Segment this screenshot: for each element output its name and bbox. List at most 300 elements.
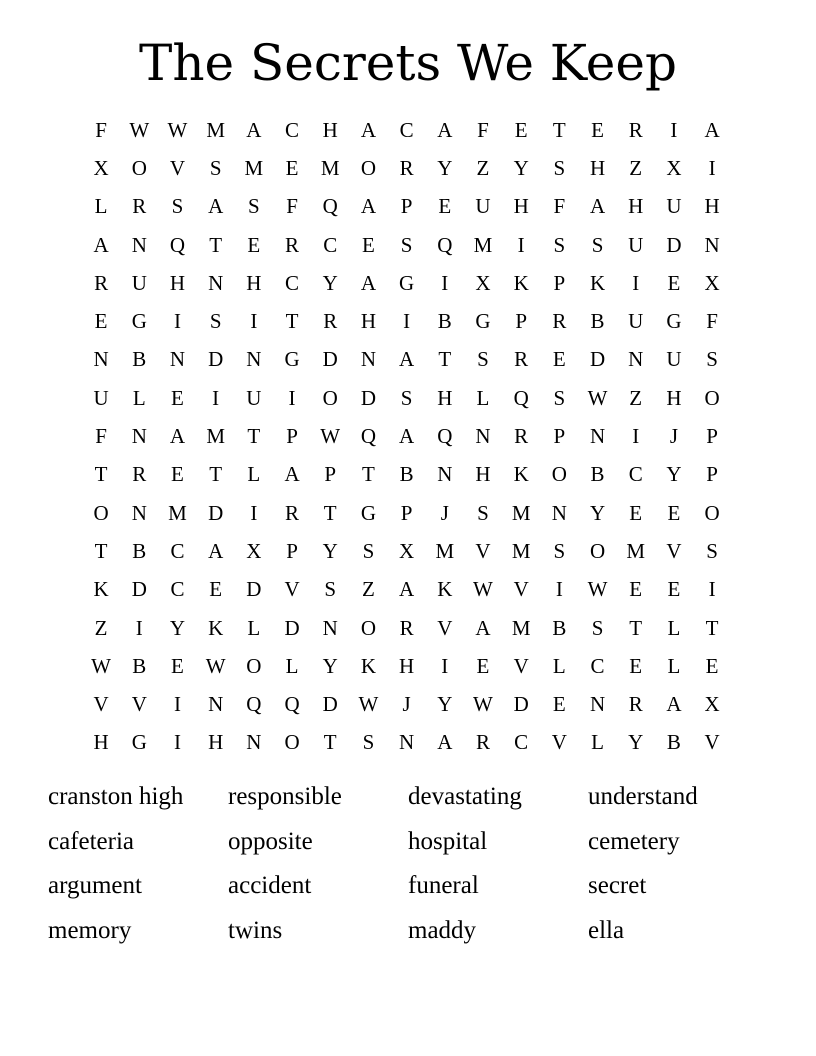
grid-letter: R [552,309,567,334]
grid-letter: G [399,270,415,295]
grid-letter: O [589,538,606,563]
grid-letter: E [171,462,184,487]
grid-letter: N [475,424,491,449]
grid-letter: Z [476,155,490,180]
grid-letter: Y [169,615,186,640]
grid-letter: V [513,577,529,602]
grid-letter: E [171,385,184,410]
grid-letter: I [135,615,143,640]
grid-letter: Q [246,692,262,717]
grid-letter: Y [322,653,338,678]
grid-letter: A [589,194,606,219]
grid-letter: A [704,117,720,142]
grid-letter: E [705,653,719,678]
grid-letter: T [247,424,261,449]
grid-letter: R [475,730,490,755]
grid-letter: Y [666,462,682,487]
letter-grid [82,111,734,762]
grid-letter: H [93,730,109,755]
grid-letter: K [93,577,109,602]
grid-letter: N [131,500,147,525]
word-list-item: cafeteria [48,827,135,855]
grid-letter: A [437,117,453,142]
grid-letter: X [704,692,720,717]
grid-letter: I [517,232,525,257]
grid-letter: X [475,270,491,295]
word-list-item: cranston high [48,783,184,810]
grid-letter: W [587,577,608,602]
grid-letter: Q [169,232,186,257]
grid-letter: Q [513,385,529,410]
grid-letter: R [514,424,529,449]
grid-letter: H [399,653,415,678]
word-list-item: maddy [408,916,477,944]
grid-letter: Y [628,730,644,755]
grid-letter: H [360,309,376,334]
grid-letter: C [170,577,185,602]
grid-letter: T [94,538,108,563]
grid-letter: Y [437,692,453,717]
grid-letter: X [704,270,720,295]
word-list-item: hospital [408,827,488,855]
grid-letter: I [441,653,449,678]
grid-letter: S [362,730,375,755]
grid-letter: O [246,653,262,678]
grid-letter: E [591,117,604,142]
grid-letter: R [399,155,414,180]
grid-letter: P [706,462,718,487]
grid-letter: F [286,194,298,219]
grid-letter: N [208,692,224,717]
grid-letter: L [552,653,566,678]
grid-letter: Y [322,270,338,295]
grid-letter: S [477,500,489,525]
grid-letter: S [553,385,566,410]
grid-letter: E [94,309,108,334]
grid-letter: B [590,309,605,334]
grid-letter: B [666,730,681,755]
grid-letter: U [93,385,109,410]
grid-letter: R [323,309,338,334]
grid-letter: O [360,155,376,180]
grid-letter: H [589,155,606,180]
grid-letter: R [285,232,300,257]
grid-letter: B [437,309,452,334]
grid-letter: I [632,270,640,295]
grid-letter: V [437,615,453,640]
grid-letter: N [399,730,415,755]
grid-letter: A [475,615,491,640]
grid-letter: Q [437,424,453,449]
grid-letter: P [286,424,298,449]
grid-letter: R [132,194,147,219]
grid-letter: E [514,117,528,142]
grid-letter: N [246,730,262,755]
grid-letter: M [473,232,493,257]
grid-letter: I [173,730,181,755]
grid-letter: A [399,347,415,372]
grid-letter: E [667,500,681,525]
grid-letter: M [320,155,340,180]
grid-letter: O [93,500,109,525]
grid-letter: F [706,309,718,334]
grid-letter: H [246,270,262,295]
grid-letter: L [476,385,490,410]
grid-letter: C [399,117,414,142]
grid-letter: W [473,692,493,717]
grid-letter: W [129,117,150,142]
grid-letter: D [131,577,147,602]
word-list-item: devastating [408,783,522,810]
grid-letter: S [706,538,718,563]
grid-letter: D [513,692,529,717]
grid-letter: C [170,538,185,563]
word-list-item: understand [588,783,698,810]
grid-letter: U [628,232,644,257]
grid-letter: Z [629,155,643,180]
grid-letter: T [552,117,566,142]
grid-letter: Q [360,424,376,449]
grid-letter: R [94,270,109,295]
grid-letter: I [212,385,220,410]
grid-letter: E [247,232,261,257]
page-title: The Secrets We Keep [138,34,677,92]
grid-letter: P [553,270,566,295]
grid-letter: M [511,500,531,525]
grid-letter: Y [589,500,606,525]
grid-letter: P [286,538,298,563]
grid-letter: A [399,577,415,602]
grid-letter: N [93,347,109,372]
grid-letter: G [131,730,147,755]
grid-letter: I [250,309,258,334]
grid-letter: S [553,232,566,257]
grid-letter: N [360,347,376,372]
grid-letter: G [666,309,682,334]
grid-letter: T [361,462,375,487]
grid-letter: I [708,155,716,180]
grid-letter: E [438,194,452,219]
grid-letter: X [399,538,415,563]
grid-letter: O [704,385,720,410]
grid-letter: I [288,385,296,410]
grid-letter: V [513,653,529,678]
grid-letter: B [552,615,567,640]
grid-letter: A [246,117,262,142]
grid-letter: D [360,385,376,410]
grid-letter: E [476,653,490,678]
grid-letter: N [589,692,606,717]
grid-letter: L [94,194,108,219]
grid-letter: M [511,538,531,563]
grid-letter: N [208,270,224,295]
grid-letter: S [553,155,566,180]
grid-letter: L [132,385,146,410]
grid-letter: F [95,117,107,142]
grid-letter: D [246,577,262,602]
grid-letter: A [666,692,682,717]
grid-letter: B [132,538,147,563]
grid-letter: U [131,270,147,295]
grid-letter: V [131,692,147,717]
grid-letter: E [629,577,643,602]
grid-letter: Y [513,155,529,180]
grid-letter: B [132,347,147,372]
grid-letter: T [209,232,223,257]
grid-letter: R [399,615,414,640]
grid-letter: S [591,232,604,257]
word-list-item: funeral [408,872,479,899]
grid-letter: P [400,500,413,525]
grid-letter: X [246,538,262,563]
grid-letter: F [553,194,566,219]
grid-letter: D [666,232,682,257]
grid-letter: S [706,347,718,372]
grid-letter: E [285,155,299,180]
grid-letter: H [666,385,682,410]
grid-letter: N [246,347,262,372]
grid-letter: D [208,347,224,372]
grid-letter: E [209,577,223,602]
grid-letter: N [551,500,567,525]
grid-letter: H [437,385,453,410]
grid-letter: T [285,309,299,334]
grid-letter: L [285,653,299,678]
grid-letter: D [322,692,338,717]
grid-letter: W [91,653,111,678]
grid-letter: S [400,385,413,410]
word-list-item: twins [228,916,283,944]
word-list-item: ella [588,916,625,944]
grid-letter: I [173,309,181,334]
grid-letter: K [513,270,529,295]
grid-letter: M [244,155,264,180]
grid-letter: J [402,692,411,717]
grid-letter: H [628,194,644,219]
grid-letter: I [441,270,449,295]
grid-letter: T [705,615,719,640]
grid-letter: O [360,615,376,640]
grid-letter: J [669,424,678,449]
grid-letter: D [322,347,338,372]
grid-letter: M [206,117,225,142]
grid-letter: W [320,424,341,449]
grid-letter: C [590,653,605,678]
grid-letter: F [95,424,107,449]
word-list-item: responsible [228,783,342,810]
grid-letter: I [250,500,258,525]
grid-letter: O [704,500,720,525]
grid-letter: Z [94,615,108,640]
grid-letter: E [552,347,566,372]
grid-letter: A [169,424,186,449]
word-list-item: opposite [228,827,313,855]
grid-letter: N [169,347,186,372]
grid-letter: F [477,117,489,142]
grid-letter: P [515,309,527,334]
grid-letter: P [706,424,718,449]
grid-letter: W [358,692,379,717]
grid-letter: L [667,653,681,678]
grid-letter: I [708,577,716,602]
grid-letter: R [628,692,643,717]
grid-letter: C [323,232,338,257]
grid-letter: B [590,462,605,487]
grid-letter: S [324,577,337,602]
grid-letter: I [670,117,678,142]
grid-letter: L [667,615,681,640]
word-list-item: accident [228,872,312,899]
grid-letter: E [667,270,681,295]
grid-letter: R [285,500,300,525]
grid-letter: O [284,730,300,755]
grid-letter: D [589,347,606,372]
grid-letter: Y [437,155,453,180]
grid-letter: Q [284,692,300,717]
grid-letter: P [324,462,337,487]
grid-letter: U [475,194,491,219]
grid-letter: A [208,194,224,219]
grid-letter: S [209,155,222,180]
grid-letter: W [473,577,493,602]
grid-letter: Q [322,194,338,219]
grid-letter: S [477,347,489,372]
grid-letter: V [475,538,491,563]
grid-letter: P [400,194,413,219]
grid-letter: I [173,692,181,717]
grid-letter: S [553,538,566,563]
grid-letter: Q [437,232,453,257]
grid-letter: C [628,462,643,487]
grid-letter: G [131,309,147,334]
grid-letter: N [131,232,147,257]
grid-letter: C [285,117,300,142]
grid-letter: V [704,730,720,755]
word-list [48,777,768,955]
grid-letter: V [169,155,186,180]
grid-letter: K [513,462,529,487]
grid-letter: T [94,462,108,487]
grid-letter: H [208,730,224,755]
grid-letter: P [553,424,566,449]
grid-letter: E [667,577,681,602]
grid-letter: T [629,615,643,640]
grid-letter: A [93,232,109,257]
grid-letter: M [168,500,187,525]
grid-letter: G [284,347,300,372]
grid-letter: N [131,424,147,449]
grid-letter: T [438,347,452,372]
grid-letter: I [555,577,563,602]
grid-letter: H [475,462,491,487]
grid-letter: J [440,500,449,525]
grid-letter: V [551,730,567,755]
grid-letter: N [704,232,720,257]
grid-letter: A [437,730,453,755]
grid-letter: A [360,270,376,295]
grid-letter: H [169,270,186,295]
word-list-item: memory [48,916,132,944]
grid-letter: D [284,615,300,640]
grid-letter: K [589,270,606,295]
grid-letter: S [171,194,184,219]
grid-letter: V [93,692,109,717]
grid-letter: U [666,194,682,219]
grid-letter: E [629,653,643,678]
word-list-item: secret [588,872,647,899]
grid-letter: G [475,309,491,334]
grid-letter: T [209,462,223,487]
grid-letter: B [399,462,414,487]
grid-letter: W [205,653,226,678]
grid-letter: K [437,577,453,602]
grid-letter: T [323,730,337,755]
grid-letter: D [208,500,224,525]
grid-letter: O [551,462,567,487]
grid-letter: L [247,462,261,487]
grid-letter: C [285,270,300,295]
grid-letter: E [171,653,184,678]
grid-letter: U [246,385,262,410]
grid-letter: O [322,385,338,410]
grid-letter: S [248,194,260,219]
grid-letter: X [93,155,109,180]
word-list-item: argument [48,872,142,899]
grid-letter: V [666,538,682,563]
grid-letter: B [132,653,147,678]
grid-letter: L [591,730,604,755]
grid-letter: A [399,424,415,449]
grid-letter: H [322,117,338,142]
grid-letter: Y [322,538,338,563]
grid-letter: X [666,155,682,180]
grid-letter: U [628,309,644,334]
grid-letter: C [514,730,529,755]
grid-letter: A [360,117,376,142]
grid-letter: Z [629,385,643,410]
grid-letter: E [361,232,375,257]
grid-letter: M [435,538,455,563]
grid-letter: R [514,347,529,372]
grid-letter: A [208,538,224,563]
grid-letter: Z [361,577,375,602]
grid-letter: M [511,615,531,640]
grid-letter: A [360,194,376,219]
grid-letter: N [437,462,453,487]
grid-letter: E [552,692,566,717]
grid-letter: U [666,347,682,372]
grid-letter: I [403,309,411,334]
grid-letter: S [362,538,375,563]
grid-letter: W [167,117,188,142]
grid-letter: L [247,615,261,640]
grid-letter: W [587,385,608,410]
grid-letter: O [131,155,147,180]
word-list-item: cemetery [588,827,680,855]
grid-letter: G [360,500,376,525]
grid-letter: N [589,424,606,449]
grid-letter: H [704,194,720,219]
grid-letter: S [209,309,222,334]
grid-letter: H [513,194,529,219]
grid-letter: R [628,117,643,142]
grid-letter: R [132,462,147,487]
grid-letter: M [206,424,225,449]
grid-letter: N [628,347,644,372]
grid-letter: K [360,653,376,678]
grid-letter: N [322,615,338,640]
grid-letter: S [400,232,413,257]
